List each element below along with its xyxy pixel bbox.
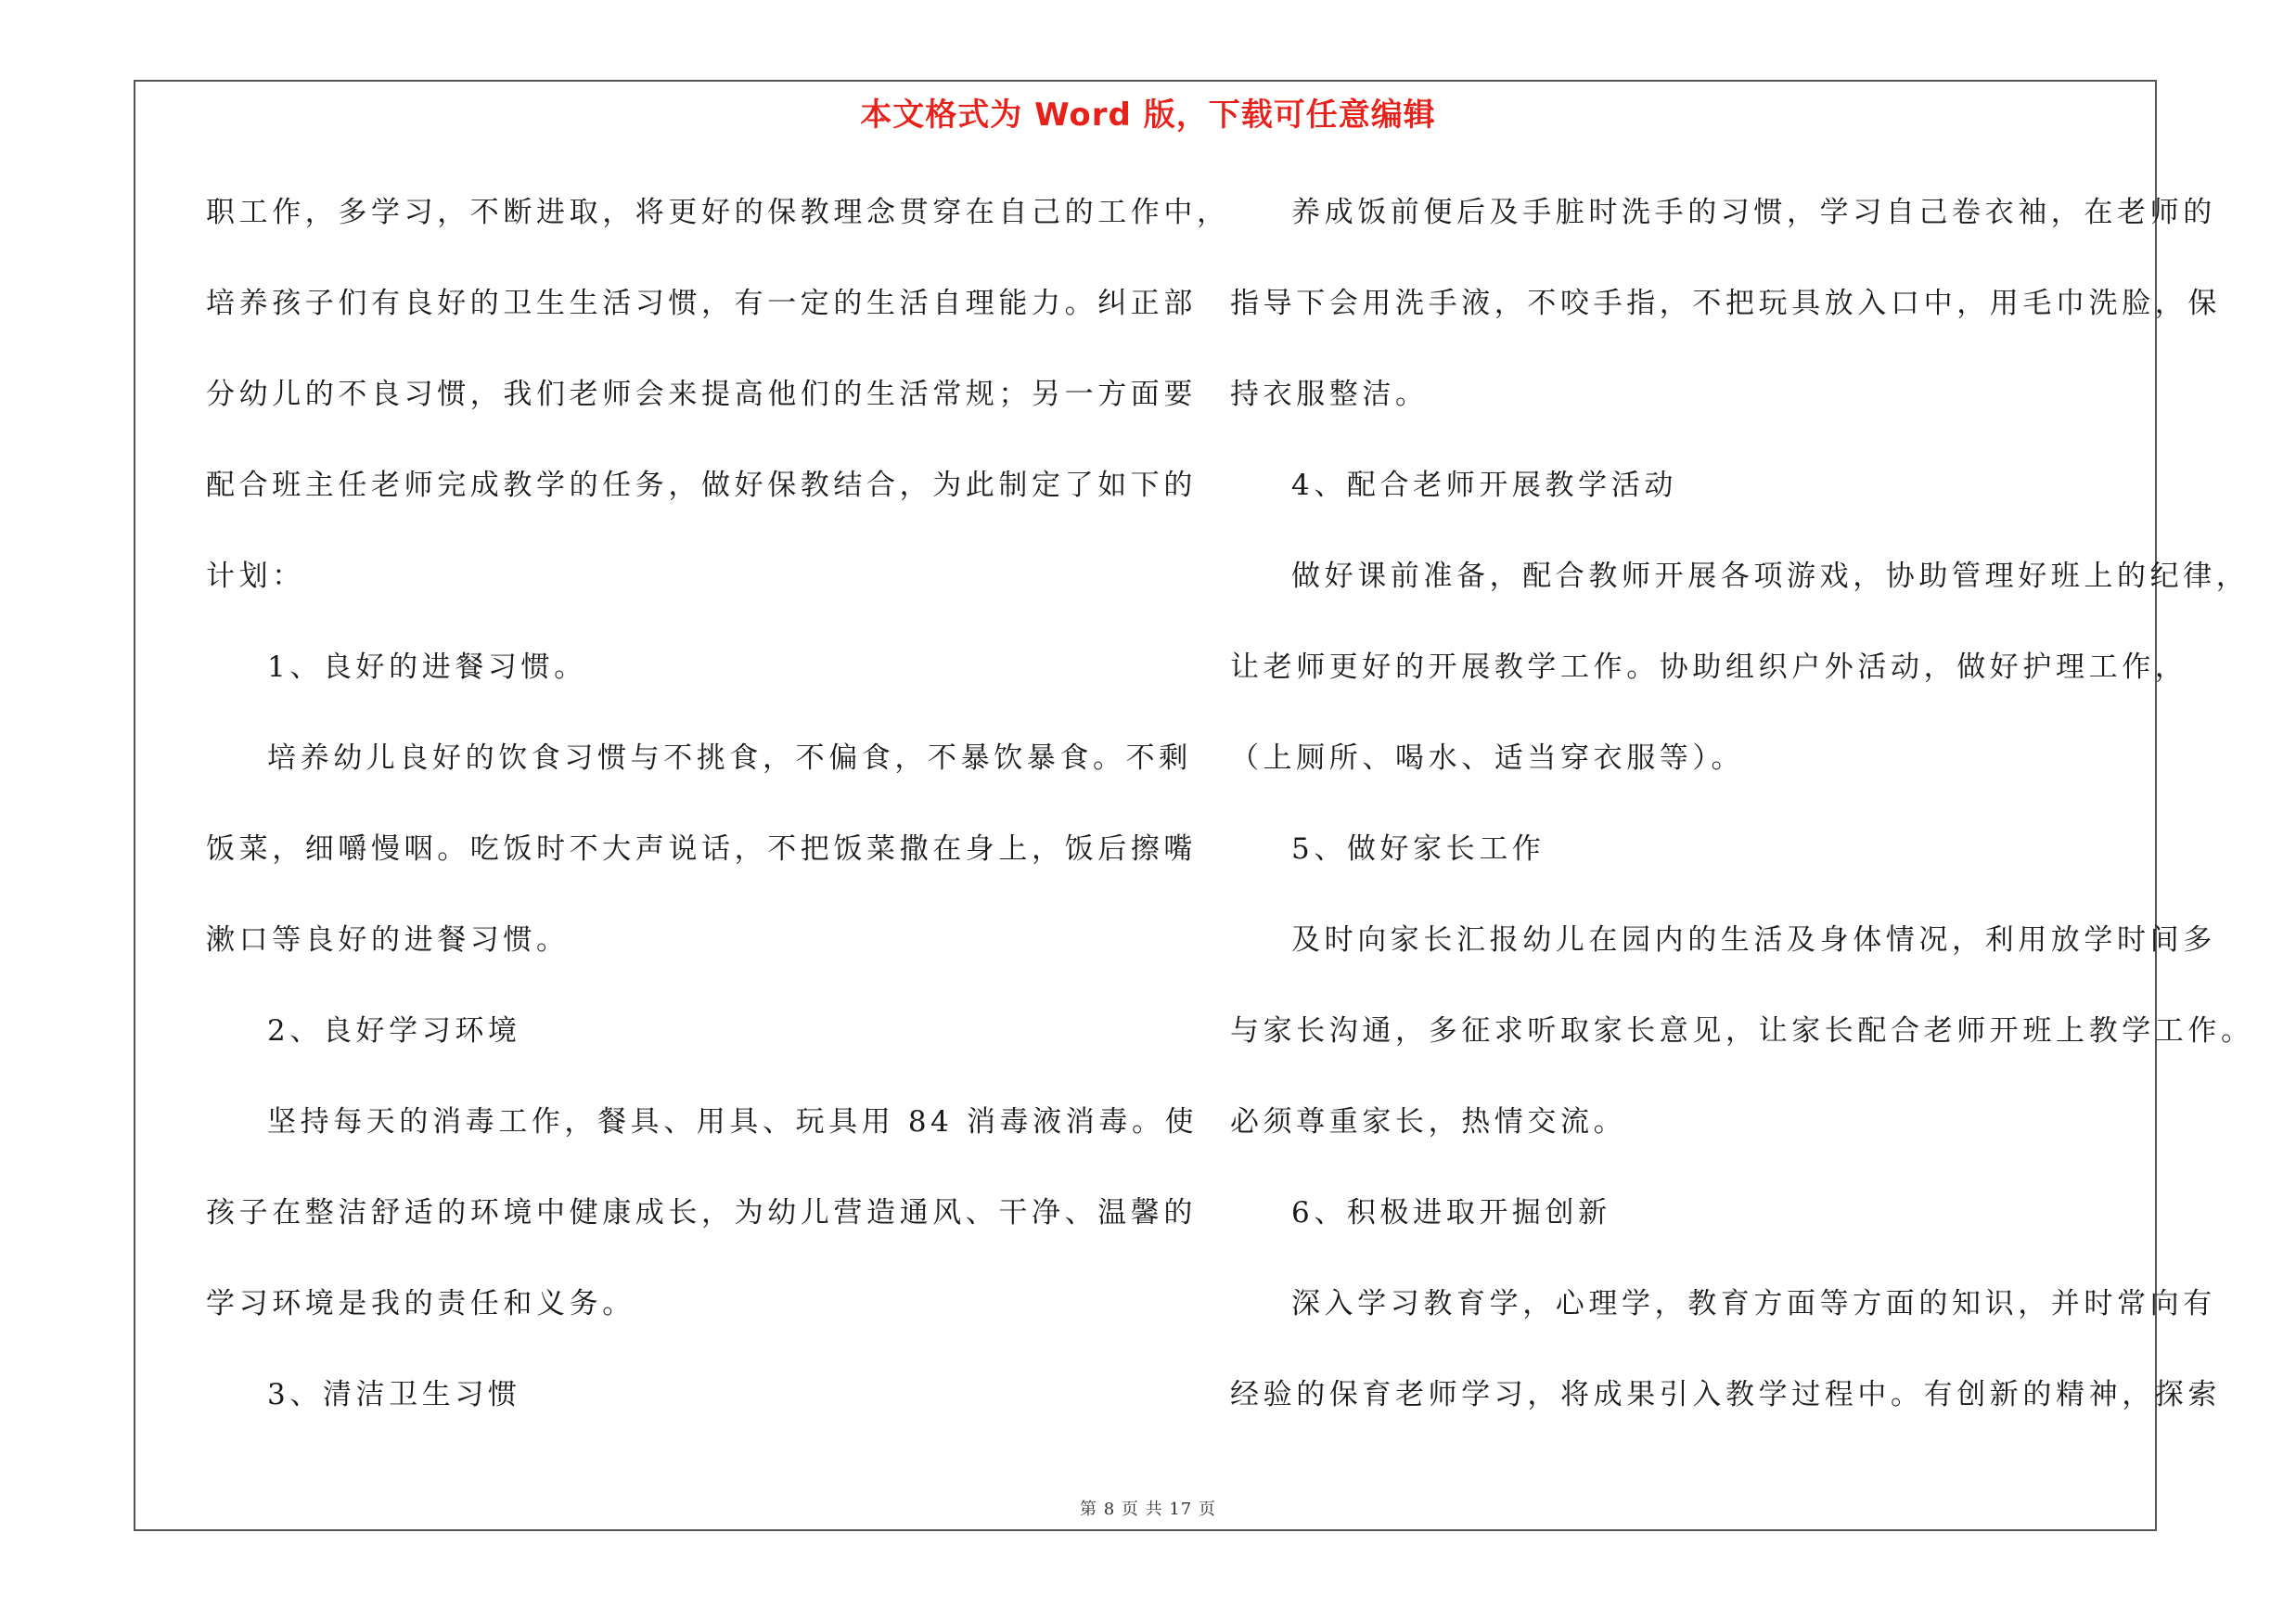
- text-line: 配合班主任老师完成教学的任务，做好保教结合，为此制定了如下的: [206, 469, 1197, 502]
- text-line: 坚持每天的消毒工作，餐具、用具、玩具用 84 消毒液消毒。使: [267, 1105, 1199, 1139]
- text-line: 分幼儿的不良习惯，我们老师会来提高他们的生活常规；另一方面要: [206, 378, 1197, 411]
- text-line: 必须尊重家长，热情交流。: [1230, 1105, 1627, 1139]
- text-line: 饭菜，细嚼慢咽。吃饭时不大声说话，不把饭菜撒在身上，饭后擦嘴: [206, 832, 1197, 866]
- text-line: 深入学习教育学，心理学，教育方面等方面的知识，并时常向有: [1291, 1287, 2216, 1320]
- text-line: （上厕所、喝水、适当穿衣服等）。: [1230, 741, 1745, 775]
- text-line: 学习环境是我的责任和义务。: [206, 1287, 635, 1320]
- text-line: 持衣服整洁。: [1230, 378, 1429, 411]
- text-line: 养成饭前便后及手脏时洗手的习惯，学习自己卷衣袖，在老师的: [1291, 196, 2216, 229]
- format-notice-header: 本文格式为 Word 版，下载可任意编辑: [860, 97, 1436, 134]
- text-line: 1、良好的进餐习惯。: [267, 650, 587, 684]
- text-line: 培养孩子们有良好的卫生生活习惯，有一定的生活自理能力。纠正部: [206, 287, 1197, 320]
- text-line: 漱口等良好的进餐习惯。: [206, 923, 570, 957]
- text-line: 5、做好家长工作: [1291, 832, 1546, 866]
- text-line: 4、配合老师开展教学活动: [1291, 469, 1677, 502]
- text-line: 让老师更好的开展教学工作。协助组织户外活动，做好护理工作，: [1230, 650, 2188, 684]
- text-line: 做好课前准备，配合教师开展各项游戏，协助管理好班上的纪律，: [1291, 560, 2250, 593]
- right-text-column: [1230, 182, 2254, 1455]
- text-line: 经验的保育老师学习，将成果引入教学过程中。有创新的精神，探索: [1230, 1378, 2221, 1411]
- page-number-footer: 第 8 页 共 17 页: [1080, 1500, 1216, 1519]
- text-line: 6、积极进取开掘创新: [1291, 1196, 1611, 1230]
- text-line: 培养幼儿良好的饮食习惯与不挑食，不偏食，不暴饮暴食。不剩: [267, 741, 1192, 775]
- text-line: 职工作，多学习，不断进取，将更好的保教理念贯穿在自己的工作中，: [206, 196, 1230, 229]
- text-line: 与家长沟通，多征求听取家长意见，让家长配合老师开班上教学工作。: [1230, 1014, 2254, 1048]
- text-line: 3、清洁卫生习惯: [267, 1378, 521, 1411]
- text-line: 计划：: [206, 560, 305, 593]
- left-text-column: [206, 182, 1230, 1455]
- text-line: 2、良好学习环境: [267, 1014, 521, 1048]
- text-line: 孩子在整洁舒适的环境中健康成长，为幼儿营造通风、干净、温馨的: [206, 1196, 1197, 1230]
- text-line: 及时向家长汇报幼儿在园内的生活及身体情况，利用放学时间多: [1291, 923, 2216, 957]
- text-line: 指导下会用洗手液，不咬手指，不把玩具放入口中，用毛巾洗脸，保: [1230, 287, 2221, 320]
